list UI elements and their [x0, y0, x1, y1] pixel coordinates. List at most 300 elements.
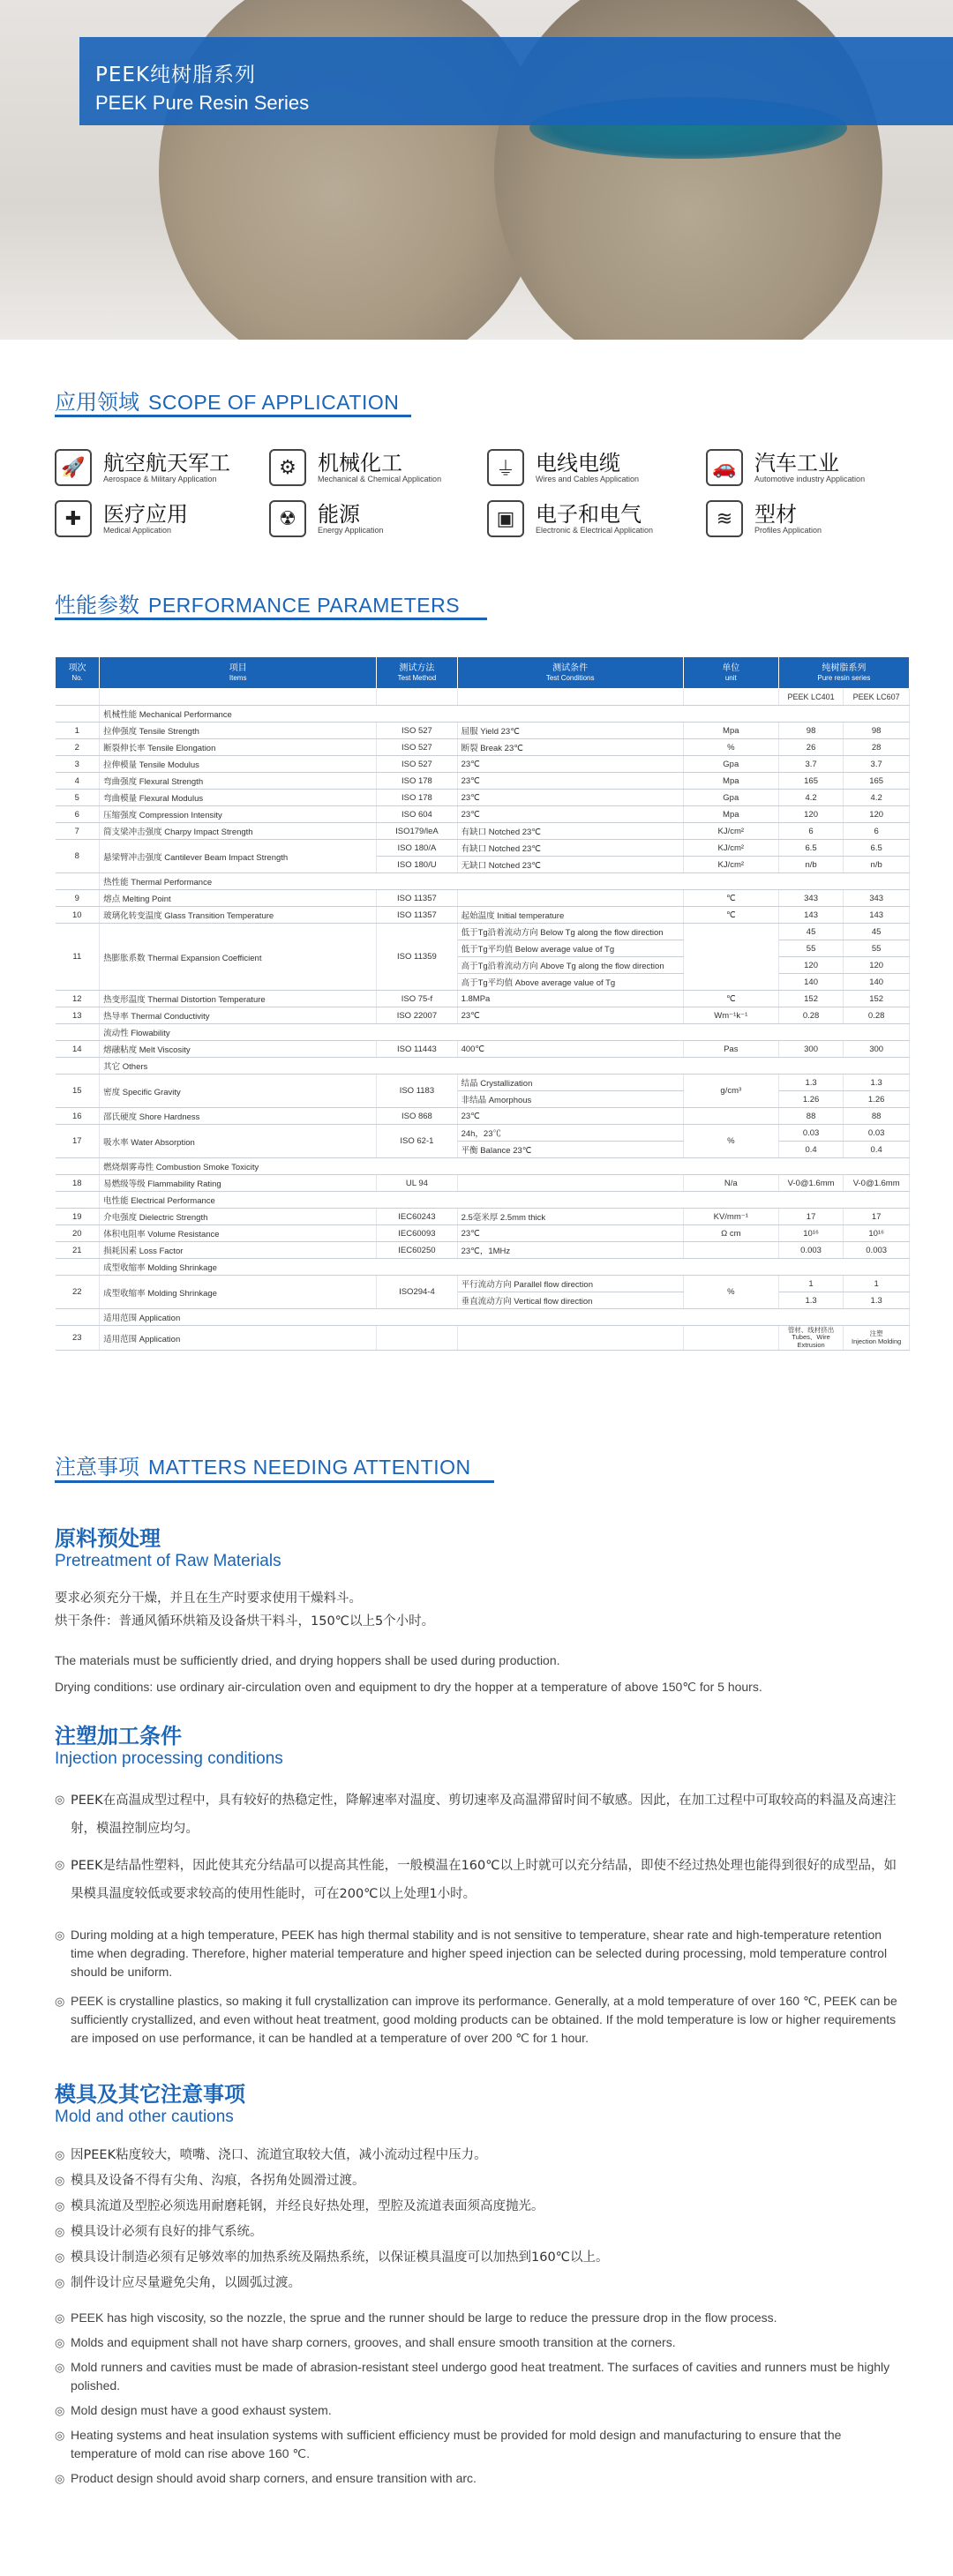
pretreatment-cn-text [55, 1587, 902, 1633]
row-method: ISO 178 [377, 773, 457, 790]
value-lc401: 3.7 [778, 756, 844, 773]
value-lc401: 88 [778, 1108, 844, 1125]
value-lc607: 45 [844, 924, 910, 940]
row-method: ISO 62-1 [377, 1125, 457, 1158]
value-lc607: 0.28 [844, 1007, 910, 1024]
pretreatment-en-text [55, 1647, 902, 1700]
row-condition [457, 1175, 683, 1192]
row-unit: Mpa [683, 773, 778, 790]
table-row [56, 823, 910, 840]
injection-section [55, 1719, 902, 2048]
table-row [56, 723, 910, 739]
col-series: 纯树脂系列 Pure resin series [778, 657, 909, 689]
row-unit: g/cm³ [683, 1075, 778, 1108]
row-condition: 平行流动方向 Parallel flow direction [457, 1276, 683, 1292]
row-no: 1 [56, 723, 100, 739]
pretreatment-title-en: Pretreatment of Raw Materials [55, 1552, 281, 1570]
group-label: 其它 Others [100, 1058, 910, 1075]
row-condition: 非结晶 Amorphous [457, 1091, 683, 1108]
row-method: ISO 11357 [377, 907, 457, 924]
row-item: 吸水率 Water Absorption [100, 1125, 377, 1158]
row-method: ISO 868 [377, 1108, 457, 1125]
row-unit: KJ/cm² [683, 823, 778, 840]
row-condition: 23℃ [457, 773, 683, 790]
profiles-icon: ≋ [706, 500, 743, 537]
group-row [56, 1259, 910, 1276]
paragraph: 烘干条件：普通风循环烘箱及设备烘干料斗，150℃以上5个小时。 [55, 1614, 435, 1629]
row-unit: ℃ [683, 890, 778, 907]
row-method: ISO179/leA [377, 823, 457, 840]
row-method: ISO294-4 [377, 1276, 457, 1309]
value-lc607: 3.7 [844, 756, 910, 773]
application-label-cn: 型材 [754, 502, 797, 527]
value-lc607: 143 [844, 907, 910, 924]
row-condition: 400℃ [457, 1041, 683, 1058]
value-lc401: 1.26 [778, 1091, 844, 1108]
row-item: 拉伸模量 Tensile Modulus [100, 756, 377, 773]
value-lc607: 165 [844, 773, 910, 790]
value-lc401: 4.2 [778, 790, 844, 806]
value-lc401: 17 [778, 1209, 844, 1225]
row-no: 11 [56, 924, 100, 991]
value-lc607: 120 [844, 957, 910, 974]
row-condition: 高于Tg沿着流动方向 Above Tg along the flow direction [457, 957, 683, 974]
row-unit: ℃ [683, 991, 778, 1007]
rocket-icon: 🚀 [55, 449, 92, 486]
group-row [56, 1024, 910, 1041]
table-row [56, 1075, 910, 1091]
row-item: 热变形温度 Thermal Distortion Temperature [100, 991, 377, 1007]
value-lc401: n/b [778, 857, 844, 873]
row-method: ISO 75-f [377, 991, 457, 1007]
row-condition: 垂直流动方向 Vertical flow direction [457, 1292, 683, 1309]
row-no: 15 [56, 1075, 100, 1108]
value-lc401: 6.5 [778, 840, 844, 857]
row-item: 热导率 Thermal Conductivity [100, 1007, 377, 1024]
application-label-cn: 电子和电气 [536, 502, 642, 527]
mold-title-cn: 模具及其它注意事项 [55, 2082, 245, 2107]
row-unit: % [683, 1125, 778, 1158]
value-lc401: 0.28 [778, 1007, 844, 1024]
row-item: 熔点 Melting Point [100, 890, 377, 907]
row-method: ISO 180/U [377, 857, 457, 873]
value-lc401: 管材、线材挤出 Tubes、Wire Extrusion [778, 1326, 844, 1351]
row-method: ISO 527 [377, 739, 457, 756]
bullet-cn: ◎ 模具设计必须有良好的排气系统。 [55, 2220, 902, 2245]
row-unit: ℃ [683, 907, 778, 924]
application-item [706, 497, 918, 543]
group-row [56, 706, 910, 723]
paragraph: 要求必须充分干燥，并且在生产时要求使用干燥料斗。 [55, 1591, 362, 1606]
row-condition: 结晶 Crystallization [457, 1075, 683, 1091]
application-item [706, 446, 918, 491]
row-condition: 23℃ [457, 1007, 683, 1024]
row-unit [683, 1108, 778, 1125]
value-lc607: 98 [844, 723, 910, 739]
table-row [56, 991, 910, 1007]
group-label: 热性能 Thermal Performance [100, 873, 910, 890]
row-item: 适用范围 Application [100, 1326, 377, 1351]
mold-title-en: Mold and other cautions [55, 2108, 234, 2126]
group-row [56, 1058, 910, 1075]
row-item: 易燃级等级 Flammability Rating [100, 1175, 377, 1192]
row-condition: 高于Tg平均值 Above average value of Tg [457, 974, 683, 991]
mold-section [55, 2077, 902, 2488]
row-condition: 有缺口 Notched 23℃ [457, 823, 683, 840]
group-label: 电性能 Electrical Performance [100, 1192, 910, 1209]
table-row [56, 1209, 910, 1225]
cable-icon: ⏚ [487, 449, 524, 486]
row-unit: Gpa [683, 790, 778, 806]
application-item [269, 446, 481, 491]
chip-icon: ▣ [487, 500, 524, 537]
row-item: 弯曲模量 Flexural Modulus [100, 790, 377, 806]
application-label-en: Aerospace & Military Application [103, 475, 217, 483]
application-label-cn: 医疗应用 [103, 502, 188, 527]
application-label-en: Electronic & Electrical Application [536, 526, 654, 535]
banner-title-cn: PEEK纯树脂系列 [95, 64, 257, 86]
group-label: 燃烧烟雾毒性 Combustion Smoke Toxicity [100, 1158, 910, 1175]
value-lc401: 1.3 [778, 1075, 844, 1091]
value-lc401: 6 [778, 823, 844, 840]
bullet-en: ◎ Product design should avoid sharp corners, and ensure transition with arc. [55, 2469, 902, 2488]
value-lc607: 6.5 [844, 840, 910, 857]
value-lc401: 55 [778, 940, 844, 957]
row-method: IEC60093 [377, 1225, 457, 1242]
banner-title-en: PEEK Pure Resin Series [95, 92, 310, 114]
value-lc401: 45 [778, 924, 844, 940]
bullet-cn: ◎ 模具流道及型腔必须选用耐磨耗钢，并经良好热处理，型腔及流道表面须高度抛光。 [55, 2194, 902, 2220]
row-item: 介电强度 Dielectric Strength [100, 1209, 377, 1225]
row-condition: 断裂 Break 23℃ [457, 739, 683, 756]
performance-table [55, 656, 910, 1351]
row-condition: 23℃ [457, 1108, 683, 1125]
bullet-cn: ◎ 模具及设备不得有尖角、沟痕，各拐角处圆滑过渡。 [55, 2168, 902, 2194]
row-no: 7 [56, 823, 100, 840]
bullet-en: ◎ Mold design must have a good exhaust system. [55, 2401, 902, 2420]
value-lc607: 0.03 [844, 1125, 910, 1142]
value-lc401: 165 [778, 773, 844, 790]
row-method [377, 1326, 457, 1351]
value-lc607: 1.3 [844, 1075, 910, 1091]
row-no: 4 [56, 773, 100, 790]
energy-icon: ☢ [269, 500, 306, 537]
table-row [56, 790, 910, 806]
perf-underline [55, 618, 487, 620]
value-lc401: V-0@1.6mm [778, 1175, 844, 1192]
application-item [55, 497, 266, 543]
col-unit: 单位 unit [683, 657, 778, 689]
row-unit: KJ/cm² [683, 840, 778, 857]
row-method: ISO 527 [377, 723, 457, 739]
application-label-en: Mechanical & Chemical Application [318, 475, 442, 483]
row-unit: Pas [683, 1041, 778, 1058]
application-label-en: Wires and Cables Application [536, 475, 640, 483]
row-condition: 屈服 Yield 23℃ [457, 723, 683, 739]
value-lc401: 10¹⁶ [778, 1225, 844, 1242]
grade-lc607: PEEK LC607 [844, 689, 910, 706]
matters-title: 注意事项 MATTERS NEEDING ATTENTION [55, 1455, 471, 1479]
table-row [56, 739, 910, 756]
injection-title-en: Injection processing conditions [55, 1749, 283, 1768]
paragraph: ◎ PEEK is crystalline plastics, so making it full crystallization can improve its performance. Generally, at a mold temperature of over 160 ℃, PEEK can be sufficiently crystallized, and even without heat treatment, good molding products can be obtained. If the mold temperature is low or higher requirements are imposed on use performance, it can be handled at a temperature of over 200 ℃ for 1 hour. [55, 1992, 902, 2048]
row-item: 熔融粘度 Melt Viscosity [100, 1041, 377, 1058]
row-no: 2 [56, 739, 100, 756]
value-lc401: 98 [778, 723, 844, 739]
row-unit: Mpa [683, 806, 778, 823]
table-row [56, 806, 910, 823]
pretreatment-section [55, 1521, 902, 1700]
row-unit: N/a [683, 1175, 778, 1192]
value-lc401: 140 [778, 974, 844, 991]
row-method: ISO 11443 [377, 1041, 457, 1058]
row-condition: 低于Tg平均值 Below average value of Tg [457, 940, 683, 957]
row-item: 断裂伸长率 Tensile Elongation [100, 739, 377, 756]
bullet-en: ◎ PEEK has high viscosity, so the nozzle, the sprue and the runner should be large to reduce the pressure drop in the flow process. [55, 2309, 902, 2327]
row-item: 压缩强度 Compression Intensity [100, 806, 377, 823]
row-method: ISO 180/A [377, 840, 457, 857]
value-lc607: 140 [844, 974, 910, 991]
group-row [56, 1192, 910, 1209]
medical-kit-icon: ✚ [55, 500, 92, 537]
row-unit: KJ/cm² [683, 857, 778, 873]
row-unit: Gpa [683, 756, 778, 773]
scope-title: 应用领域 SCOPE OF APPLICATION [55, 390, 400, 415]
application-label-en: Profiles Application [754, 526, 822, 535]
row-no: 16 [56, 1108, 100, 1125]
value-lc607: 120 [844, 806, 910, 823]
grade-lc401: PEEK LC401 [778, 689, 844, 706]
row-item: 密度 Specific Gravity [100, 1075, 377, 1108]
bullet-cn: ◎ 模具设计制造必须有足够效率的加热系统及隔热系统，以保证模具温度可以加热到160℃以上。 [55, 2245, 902, 2271]
paragraph: ◎ During molding at a high temperature, PEEK has high thermal stability and is not sensitive to temperature, shear rate and high-temperature retention time when degrading. Therefore, higher material temperature and higher speed injection can be selected during processing, mold temperature control should be uniform. [55, 1926, 902, 1981]
row-unit: KV/mm⁻¹ [683, 1209, 778, 1225]
group-label: 适用范围 Application [100, 1309, 910, 1326]
value-lc607: 343 [844, 890, 910, 907]
group-label: 流动性 Flowability [100, 1024, 910, 1041]
table-row [56, 1125, 910, 1142]
row-method: ISO 604 [377, 806, 457, 823]
matters-underline [55, 1480, 494, 1483]
row-condition: 23℃ [457, 790, 683, 806]
table-row [56, 1041, 910, 1058]
row-item: 悬梁臂冲击强度 Cantilever Beam Impact Strength [100, 840, 377, 873]
value-lc607: 152 [844, 991, 910, 1007]
row-unit [683, 1242, 778, 1259]
row-no: 10 [56, 907, 100, 924]
row-method: ISO 22007 [377, 1007, 457, 1024]
gear-icon: ⚙ [269, 449, 306, 486]
row-no: 19 [56, 1209, 100, 1225]
table-row [56, 1225, 910, 1242]
row-no: 6 [56, 806, 100, 823]
table-row [56, 1242, 910, 1259]
row-condition: 有缺口 Notched 23℃ [457, 840, 683, 857]
row-no: 20 [56, 1225, 100, 1242]
table-row [56, 890, 910, 907]
col-no: 项次 No. [56, 657, 100, 689]
row-condition: 23℃ [457, 806, 683, 823]
bullet-en: ◎ Molds and equipment shall not have sharp corners, grooves, and shall ensure smooth transition at the corners. [55, 2333, 902, 2352]
application-label-cn: 机械化工 [318, 451, 402, 476]
row-condition: 1.8MPa [457, 991, 683, 1007]
application-item [487, 446, 699, 491]
table-row [56, 773, 910, 790]
bullet-en: ◎ Mold runners and cavities must be made of abrasion-resistant steel undergo good heat treatment. The surfaces of cavities and runners must be highly polished. [55, 2358, 902, 2395]
col-conditions: 测试条件 Test Conditions [457, 657, 683, 689]
table-row [56, 907, 910, 924]
row-item: 简支梁冲击强度 Charpy Impact Strength [100, 823, 377, 840]
value-lc607: 1.3 [844, 1292, 910, 1309]
row-condition: 起始温度 Initial temperature [457, 907, 683, 924]
paragraph: The materials must be sufficiently dried, and drying hoppers shall be used during production. [55, 1653, 560, 1667]
value-lc607: 10¹⁶ [844, 1225, 910, 1242]
row-item: 体积电阻率 Volume Resistance [100, 1225, 377, 1242]
value-lc401: 300 [778, 1041, 844, 1058]
row-condition [457, 890, 683, 907]
row-condition: 23℃，1MHz [457, 1242, 683, 1259]
value-lc401: 152 [778, 991, 844, 1007]
row-no: 12 [56, 991, 100, 1007]
row-condition: 23℃ [457, 756, 683, 773]
application-label-en: Automotive industry Application [754, 475, 866, 483]
row-method: IEC60243 [377, 1209, 457, 1225]
application-label-cn: 航空航天军工 [103, 451, 230, 476]
row-condition: 无缺口 Notched 23℃ [457, 857, 683, 873]
row-unit: % [683, 1276, 778, 1309]
injection-title-cn: 注塑加工条件 [55, 1724, 182, 1749]
value-lc401: 120 [778, 957, 844, 974]
value-lc401: 1 [778, 1276, 844, 1292]
value-lc607: 17 [844, 1209, 910, 1225]
paragraph: ◎ PEEK在高温成型过程中，具有较好的热稳定性，降解速率对温度、剪切速率及高温滞留时间不敏感。因此，在加工过程中可取较高的料温及高速注射，模温控制应均匀。 [55, 1786, 902, 1843]
value-lc607: 28 [844, 739, 910, 756]
group-row [56, 873, 910, 890]
value-lc401: 1.3 [778, 1292, 844, 1309]
value-lc401: 0.003 [778, 1242, 844, 1259]
group-label: 机械性能 Mechanical Performance [100, 706, 910, 723]
row-condition: 平衡 Balance 23℃ [457, 1142, 683, 1158]
row-item: 玻璃化转变温度 Glass Transition Temperature [100, 907, 377, 924]
application-item [55, 446, 266, 491]
application-label-cn: 汽车工业 [754, 451, 839, 476]
row-item: 邵氏硬度 Shore Hardness [100, 1108, 377, 1125]
group-row [56, 1158, 910, 1175]
table-row [56, 1326, 910, 1351]
row-no: 23 [56, 1326, 100, 1351]
value-lc401: 0.4 [778, 1142, 844, 1158]
row-unit [683, 1326, 778, 1351]
table-row [56, 756, 910, 773]
row-no: 13 [56, 1007, 100, 1024]
table-row [56, 924, 910, 940]
row-no: 18 [56, 1175, 100, 1192]
car-icon: 🚗 [706, 449, 743, 486]
row-unit: Wm⁻¹k⁻¹ [683, 1007, 778, 1024]
value-lc607: 88 [844, 1108, 910, 1125]
col-method: 测试方法 Test Method [377, 657, 457, 689]
value-lc607: 注塑 Injection Molding [844, 1326, 910, 1351]
paragraph: ◎ PEEK是结晶性塑料，因此使其充分结晶可以提高其性能，一般模温在160℃以上时就可以充分结晶，即使不经过热处理也能得到很好的成型品，如果模具温度较低或要求较高的使用性能时，可在200℃以上处理1小时。 [55, 1852, 902, 1908]
value-lc607: 55 [844, 940, 910, 957]
row-method: ISO 527 [377, 756, 457, 773]
row-method: UL 94 [377, 1175, 457, 1192]
value-lc401: 26 [778, 739, 844, 756]
row-unit: Ω cm [683, 1225, 778, 1242]
row-condition: 23℃ [457, 1225, 683, 1242]
application-label-cn: 电线电缆 [536, 451, 620, 476]
bullet-cn: ◎ 因PEEK粘度较大，喷嘴、浇口、流道宜取较大值，减小流动过程中压力。 [55, 2143, 902, 2168]
group-row [56, 1309, 910, 1326]
value-lc401: 120 [778, 806, 844, 823]
value-lc607: 1 [844, 1276, 910, 1292]
row-method: ISO 11359 [377, 924, 457, 991]
value-lc607: V-0@1.6mm [844, 1175, 910, 1192]
table-row [56, 1108, 910, 1125]
row-method: ISO 178 [377, 790, 457, 806]
application-label-en: Energy Application [318, 526, 384, 535]
row-method: ISO 1183 [377, 1075, 457, 1108]
value-lc607: 6 [844, 823, 910, 840]
application-item [269, 497, 481, 543]
perf-title: 性能参数 PERFORMANCE PARAMETERS [55, 593, 461, 618]
table-row [56, 1175, 910, 1192]
row-method: IEC60250 [377, 1242, 457, 1259]
row-item: 损耗因素 Loss Factor [100, 1242, 377, 1259]
value-lc607: 0.4 [844, 1142, 910, 1158]
paragraph: Drying conditions: use ordinary air-circulation oven and equipment to dry the hopper at a temperature of above 150℃ for 5 hours. [55, 1680, 762, 1694]
value-lc607: 0.003 [844, 1242, 910, 1259]
table-row [56, 840, 910, 857]
row-no: 14 [56, 1041, 100, 1058]
group-label: 成型收缩率 Molding Shrinkage [100, 1259, 910, 1276]
row-no: 5 [56, 790, 100, 806]
row-unit: Mpa [683, 723, 778, 739]
row-condition: 2.5毫米厚 2.5mm thick [457, 1209, 683, 1225]
row-condition: 24h，23℃ [457, 1125, 683, 1142]
row-no: 9 [56, 890, 100, 907]
row-unit [683, 924, 778, 991]
application-item [487, 497, 699, 543]
row-no: 22 [56, 1276, 100, 1309]
value-lc401: 0.03 [778, 1125, 844, 1142]
row-item: 拉伸强度 Tensile Strength [100, 723, 377, 739]
value-lc607: 300 [844, 1041, 910, 1058]
row-unit: % [683, 739, 778, 756]
row-method: ISO 11357 [377, 890, 457, 907]
value-lc401: 143 [778, 907, 844, 924]
table-row [56, 1007, 910, 1024]
bullet-en: ◎ Heating systems and heat insulation systems with sufficient efficiency must be provided for mold design and manufacturing to ensure that the temperature of mold can rise above 160 ℃. [55, 2426, 902, 2463]
value-lc607: n/b [844, 857, 910, 873]
scope-underline [55, 415, 411, 417]
table-row [56, 1276, 910, 1292]
row-no: 21 [56, 1242, 100, 1259]
value-lc607: 4.2 [844, 790, 910, 806]
row-condition [457, 1326, 683, 1351]
application-label-en: Medical Application [103, 526, 172, 535]
value-lc607: 1.26 [844, 1091, 910, 1108]
row-condition: 低于Tg沿着流动方向 Below Tg along the flow direction [457, 924, 683, 940]
value-lc401: 343 [778, 890, 844, 907]
row-item: 弯曲强度 Flexural Strength [100, 773, 377, 790]
col-items: 项目 Items [100, 657, 377, 689]
row-item: 成型收缩率 Molding Shrinkage [100, 1276, 377, 1309]
row-no: 17 [56, 1125, 100, 1158]
bullet-cn: ◎ 制件设计应尽量避免尖角，以圆弧过渡。 [55, 2271, 902, 2296]
application-label-cn: 能源 [318, 502, 360, 527]
pretreatment-title-cn: 原料预处理 [55, 1526, 161, 1551]
